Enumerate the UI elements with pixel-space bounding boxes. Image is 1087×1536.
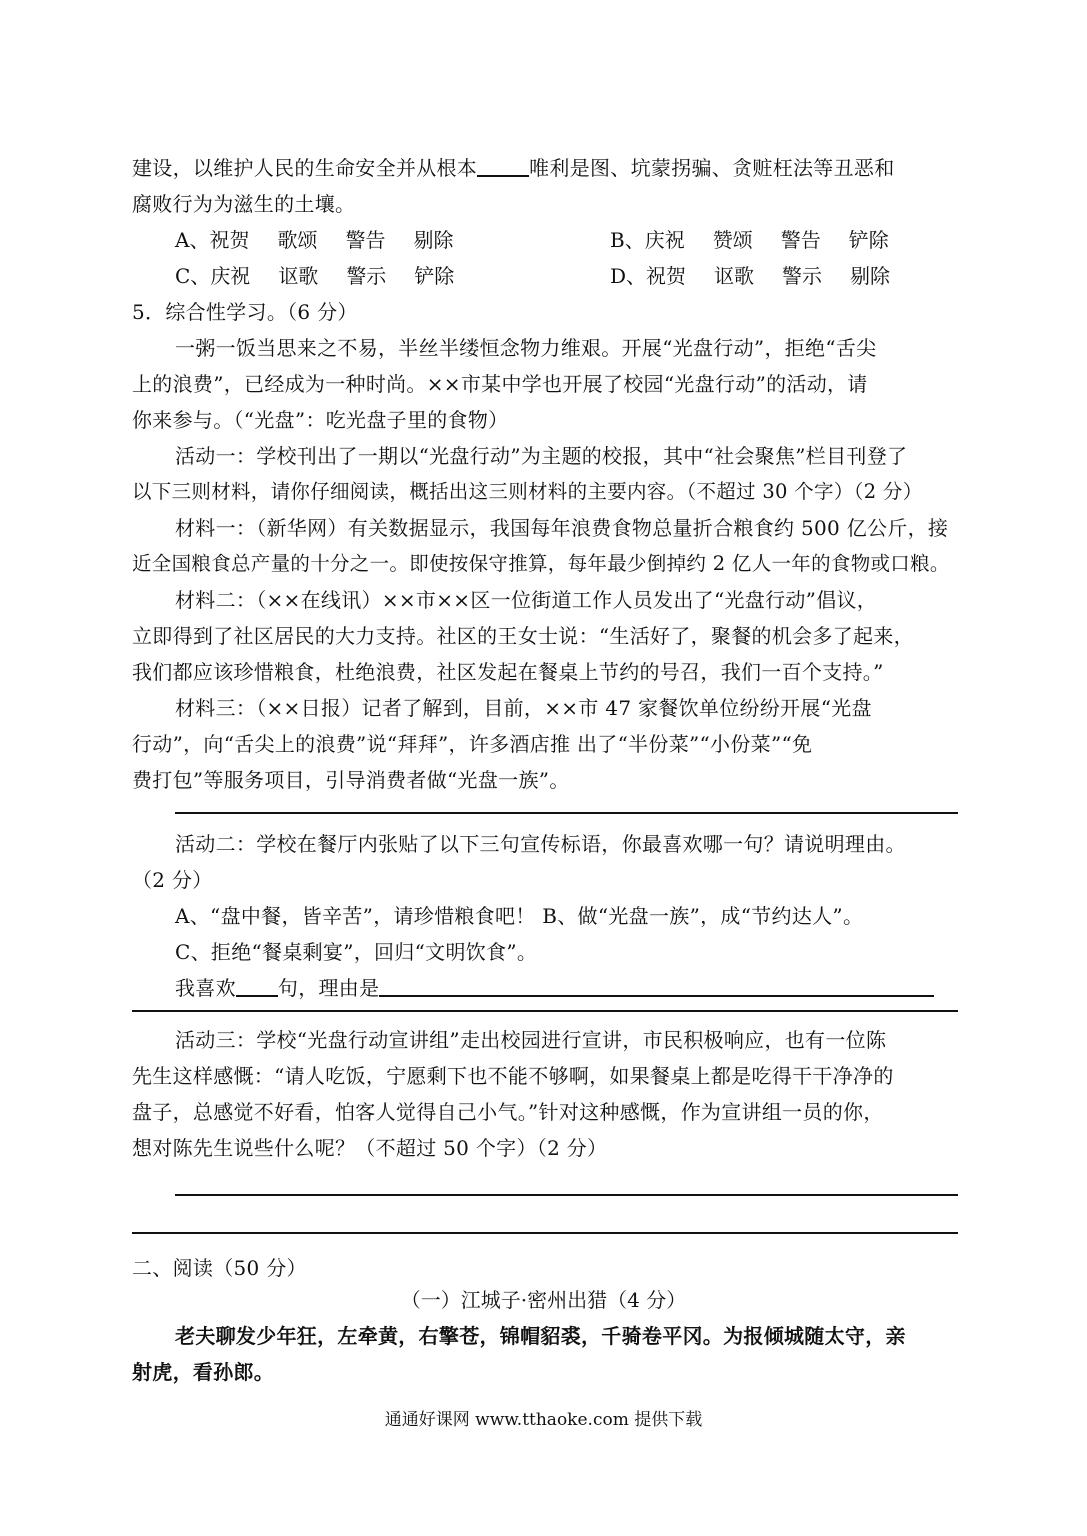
option-word: 赞颂: [712, 228, 753, 252]
option-word: 歌颂: [277, 228, 318, 252]
reading-heading: 二、阅读（50 分）: [132, 1256, 307, 1280]
material1-line: 材料一：（新华网）有关数据显示，我国每年浪费食物总量折合粮食约 500 亿公斤，接: [175, 516, 949, 540]
q4-line-2: 腐败行为为滋生的土壤。: [132, 192, 356, 216]
option-d[interactable]: [610, 258, 918, 294]
answer-prefix: 我喜欢: [175, 976, 236, 1000]
option-letter: A、: [175, 228, 210, 252]
answer-prompt: [175, 970, 959, 1006]
activity3-line: 先生这样感慨：“请人吃饭，宁愿剩下也不能不够啊，如果餐桌上都是吃得干干净净的: [132, 1064, 894, 1088]
option-word: 祝贺: [209, 228, 250, 252]
q4-text-a: 建设，以维护人民的生命安全并从根本: [132, 156, 478, 180]
material3-line: 费打包”等服务项目，引导消费者做“光盘一族”。: [132, 768, 570, 792]
answer-line-activity2[interactable]: [132, 1010, 958, 1012]
poem-line: 射虎，看孙郎。: [132, 1360, 275, 1384]
q4-blank[interactable]: [477, 153, 529, 177]
answer-line-activity3[interactable]: [132, 1232, 958, 1234]
q5-intro-line: 你来参与。（“光盘”：吃光盘子里的食物）: [132, 408, 509, 432]
option-letter: D、: [610, 264, 647, 288]
slogan-c: C、拒绝“餐桌剩宴”，回归“文明饮食”。: [175, 940, 538, 964]
slogan-ab: A、“盘中餐，皆辛苦”，请珍惜粮食吧！ B、做“光盘一族”，成“节约达人”。: [175, 904, 864, 928]
material3-line: 行动”，向“舌尖上的浪费”说“拜拜”，许多酒店推 出了“半份菜”“小份菜”“免: [132, 732, 813, 756]
option-word: 讴歌: [278, 264, 319, 288]
answer-line-activity3[interactable]: [175, 1194, 958, 1196]
option-c[interactable]: [175, 258, 482, 294]
material1-line: 近全国粮食总产量的十分之一。即使按保守推算，每年最少倒掉约 2 亿人一年的食物或口粮。: [132, 552, 950, 575]
choice-blank[interactable]: [236, 973, 278, 997]
option-word: 剔除: [850, 264, 891, 288]
footer-source: 通通好课网 www.tthaoke.com 提供下载: [384, 1410, 703, 1430]
activity3-line: 想对陈先生说些什么呢？（不超过 50 个字）（2 分）: [132, 1136, 608, 1160]
q5-intro-line: 一粥一饭当思来之不易，半丝半缕恒念物力维艰。开展“光盘行动”，拒绝“舌尖: [175, 336, 877, 360]
option-word: 铲除: [414, 264, 455, 288]
option-a[interactable]: [175, 222, 481, 258]
option-word: 铲除: [848, 228, 889, 252]
material2-line: 我们都应该珍惜粮食，杜绝浪费，社区发起在餐桌上节约的号召，我们一百个支持。”: [132, 660, 884, 684]
option-word: 庆祝: [644, 228, 685, 252]
option-word: 警告: [780, 228, 821, 252]
activity2-line: （2 分）: [132, 868, 213, 892]
activity3-line: 活动三：学校“光盘行动宣讲组”走出校园进行宣讲，市民积极响应，也有一位陈: [175, 1028, 887, 1052]
q5-intro-line: 上的浪费”，已经成为一种时尚。××市某中学也开展了校园“光盘行动”的活动，请: [132, 372, 868, 396]
answer-line-activity1[interactable]: [175, 812, 958, 814]
activity1-line: 活动一：学校刊出了一期以“光盘行动”为主题的校报，其中“社会聚焦”栏目刊登了: [175, 444, 908, 468]
reason-blank[interactable]: [379, 973, 934, 997]
material3-line: 材料三：（××日报）记者了解到，目前，××市 47 家餐饮单位纷纷开展“光盘: [175, 696, 872, 720]
q5-heading: 5．综合性学习。（6 分）: [132, 300, 358, 324]
poem-title: （一）江城子·密州出猎（4 分）: [400, 1288, 687, 1312]
option-word: 警示: [346, 264, 387, 288]
option-b[interactable]: [610, 222, 917, 258]
activity2-line: 活动二：学校在餐厅内张贴了以下三句宣传标语，你最喜欢哪一句？请说明理由。: [175, 832, 906, 856]
material2-line: 材料二：（××在线讯）××市××区一位街道工作人员发出了“光盘行动”倡议，: [175, 588, 878, 612]
option-letter: C、: [175, 264, 211, 288]
q4-line-1: [132, 150, 959, 186]
answer-suffix: 句，理由是: [277, 976, 380, 1000]
poem-line: 老夫聊发少年狂，左牵黄，右擎苍，锦帽貂裘，千骑卷平冈。为报倾城随太守，亲: [175, 1324, 906, 1348]
activity1-line: 以下三则材料，请你仔细阅读，概括出这三则材料的主要内容。（不超过 30 个字）（2 分）: [132, 480, 923, 503]
option-word: 祝贺: [646, 264, 687, 288]
option-word: 剔除: [413, 228, 454, 252]
activity3-line: 盘子，总感觉不好看，怕客人觉得自己小气。”针对这种感慨，作为宣讲组一员的你，: [132, 1100, 884, 1124]
option-word: 庆祝: [210, 264, 251, 288]
q4-text-b: 唯利是图、坑蒙拐骗、贪赃枉法等丑恶和: [529, 156, 895, 180]
option-letter: B、: [610, 228, 645, 252]
option-word: 讴歌: [714, 264, 755, 288]
material2-line: 立即得到了社区居民的大力支持。社区的王女士说：“生活好了，聚餐的机会多了起来，: [132, 624, 914, 648]
option-word: 警示: [782, 264, 823, 288]
option-word: 警告: [345, 228, 386, 252]
